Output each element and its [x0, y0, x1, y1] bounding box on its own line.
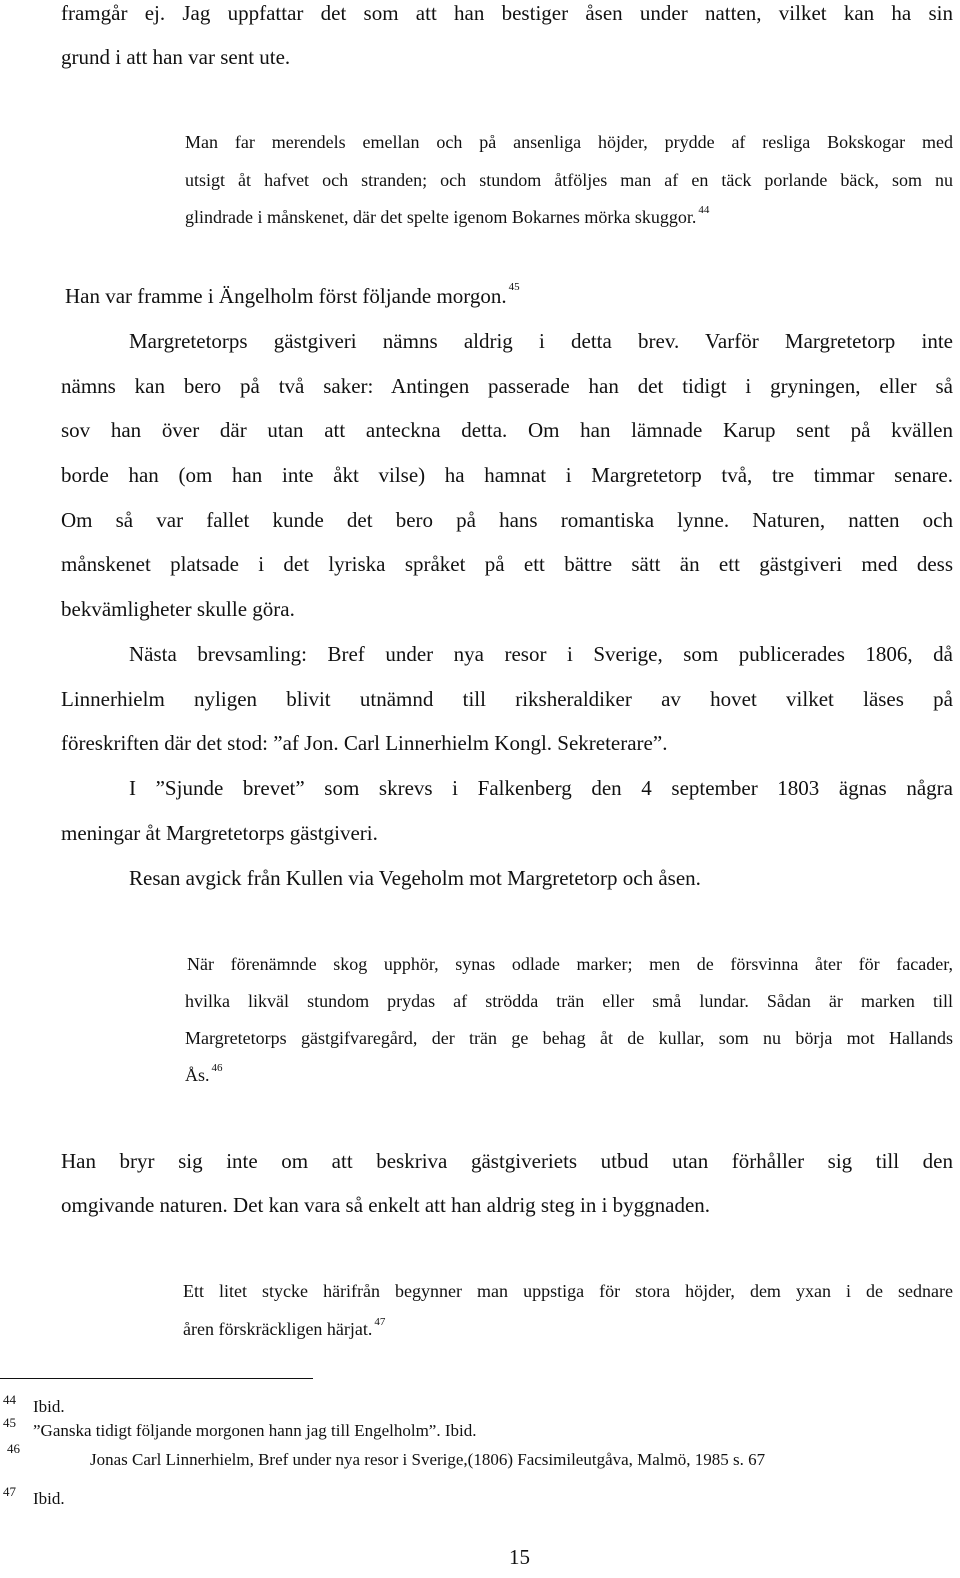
quote-line: hvilka likväl stundom prydas af strödda trän eller små lundar. Sådan är marken till: [185, 991, 953, 1011]
body-text-line: grund i att han var sent ute.: [61, 45, 291, 69]
body-text-line: Margretetorps gästgiveri nämns aldrig i detta brev. Varför Margretetorp inte: [129, 329, 953, 353]
footnote-separator: [0, 1378, 313, 1379]
quote-line: åren förskräckligen härjat. $^{47}$: [183, 1316, 386, 1339]
body-text-line: sov han över där utan att anteckna detta. Om han lämnade Karup sent på kvällen: [61, 418, 953, 442]
quote-line: glindrade i månskenet, där det spelte igenom Bokarnes mörka skuggor. $^{44}$: [185, 204, 710, 227]
body-text-line: meningar åt Margretetorps gästgiveri.: [61, 821, 378, 845]
body-text-line: Resan avgick från Kullen via Vegeholm mot Margretetorp och åsen.: [129, 866, 701, 890]
footnote-ref: 45: [508, 281, 520, 293]
body-text-line: framgår ej. Jag uppfattar det som att han bestiger åsen under natten, vilket kan ha sin: [61, 1, 953, 25]
body-text-line: Om så var fallet kunde det bero på hans romantiska lynne. Naturen, natten och: [61, 508, 953, 532]
body-text-line: omgivande naturen. Det kan vara så enkelt att han aldrig steg in i byggnaden.: [61, 1193, 711, 1217]
body-text-line: månskenet platsade i det lyriska språket på ett bättre sätt än ett gästgiveri med dess: [61, 552, 953, 576]
footnote-ref: 44: [698, 204, 710, 216]
quote-line: Margretetorps gästgifvaregård, der trän ge behag åt de kullar, som nu börja mot Hallands: [185, 1028, 953, 1048]
footnote-text: Jonas Carl Linnerhielm, Bref under nya resor i Sverige,(1806) Facsimileutgåva, Malmö, 1985 s. 67: [90, 1450, 766, 1469]
quote-line: utsigt åt hafvet och stranden; och stundom åtföljes man af en täck porlande bäck, som nu: [185, 170, 953, 190]
footnote-number: 46: [7, 1441, 20, 1456]
body-text-line: Linnerhielm nyligen blivit utnämnd till riksheraldiker av hovet vilket läses på: [61, 687, 953, 711]
body-text-line: Han bryr sig inte om att beskriva gästgiveriets utbud utan förhåller sig till den: [61, 1149, 953, 1173]
body-text-line: Han var framme i Ängelholm först följande morgon. $^{45}$: [65, 281, 520, 308]
footnote-text: ”Ganska tidigt följande morgonen hann jag till Engelholm”. Ibid.: [33, 1421, 477, 1440]
footnote-number: 47: [3, 1484, 16, 1499]
body-text-line: nämns kan bero på två saker: Antingen passerade han det tidigt i gryningen, eller så: [61, 374, 953, 398]
body-text-line: bekvämligheter skulle göra.: [61, 597, 295, 621]
body-text-line: föreskriften där det stod: ”af Jon. Carl Linnerhielm Kongl. Sekreterare”.: [61, 731, 668, 755]
footnote-text: Ibid.: [33, 1489, 65, 1508]
body-text-line: borde han (om han inte åkt vilse) ha hamnat i Margretetorp två, tre timmar senare.: [61, 463, 953, 487]
page-number: 15: [509, 1545, 530, 1569]
footnote-ref: 46: [211, 1062, 223, 1074]
body-text-line: I ”Sjunde brevet” som skrevs i Falkenberg den 4 september 1803 ägnas några: [129, 776, 953, 800]
footnote-text: Ibid.: [33, 1397, 65, 1416]
footnote-number: 44: [3, 1392, 16, 1407]
body-text-line: Nästa brevsamling: Bref under nya resor i Sverige, som publicerades 1806, då: [129, 642, 953, 666]
quote-line: Ås. $^{46}$: [185, 1062, 223, 1085]
quote-line: När förenämnde skog upphör, synas odlade marker; men de försvinna åter för facader,: [187, 954, 953, 974]
footnote-ref: 47: [374, 1316, 386, 1328]
footnote-number: 45: [3, 1415, 16, 1430]
quote-line: Man far merendels emellan och på ansenliga höjder, prydde af resliga Bokskogar med: [185, 132, 953, 152]
quote-line: Ett litet stycke härifrån begynner man uppstiga för stora höjder, dem yxan i de sednare: [183, 1281, 953, 1301]
